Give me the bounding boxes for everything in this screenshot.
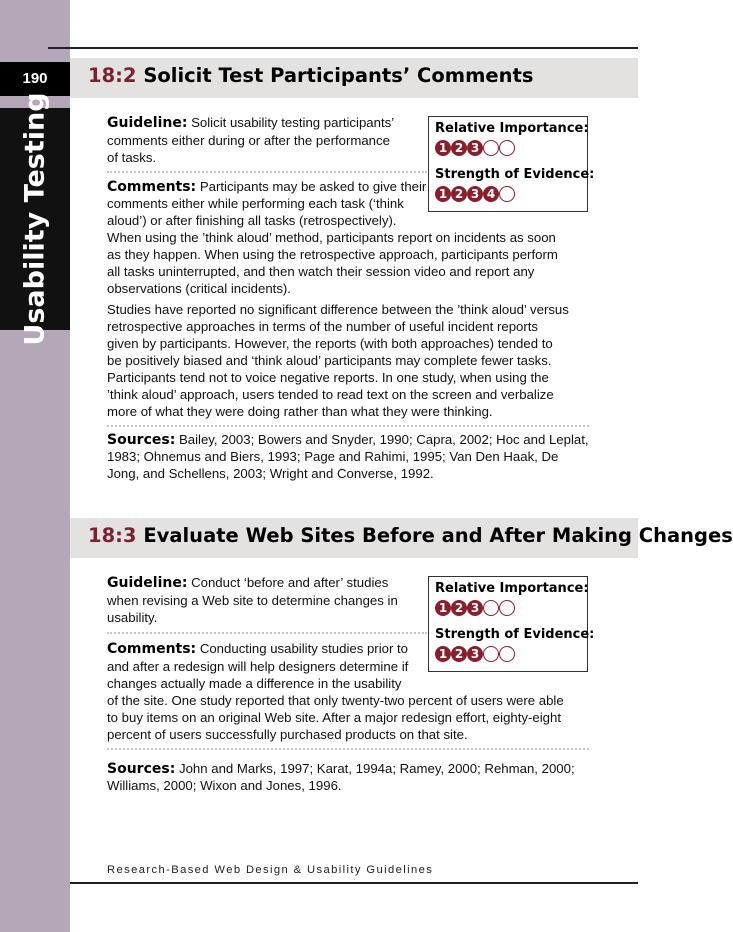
comments-line — [107, 640, 408, 658]
paragraph-line: ’think aloud’ approach, users tended to read text on the screen and verbalize — [107, 387, 554, 402]
section-title-text: Evaluate Web Sites Before and After Making Changes — [143, 524, 733, 547]
comments-line: and after a redesign will help designers determine if — [107, 659, 409, 674]
rating-filled-circle-icon: 3 — [467, 186, 483, 202]
sources-line — [107, 431, 589, 449]
section-title — [88, 64, 533, 87]
paragraph-line: retrospective approaches in terms of the number of useful incident reports — [107, 319, 539, 334]
paragraph-line: Studies have reported no significant difference between the ’think aloud’ versus — [107, 302, 569, 317]
strength-of-evidence-label: Strength of Evidence: — [435, 627, 595, 642]
section-number: 18:2 — [88, 64, 137, 87]
rating-filled-circle-icon: 3 — [467, 646, 483, 662]
relative-importance-label: Relative Importance: — [435, 581, 589, 596]
rating-empty-circle-icon — [483, 646, 499, 662]
sources-line: Jong, and Schellens, 2003; Wright and Converse, 1992. — [107, 466, 434, 481]
rating-box — [428, 576, 595, 672]
dotted-divider — [107, 425, 589, 427]
sources-line — [107, 760, 575, 778]
comments-label: Comments: — [107, 179, 197, 195]
section-title — [88, 524, 733, 547]
guideline-line: usability. — [107, 610, 158, 625]
comments-text: Participants may be asked to give their — [199, 179, 427, 194]
rating-filled-circle-icon: 1 — [435, 600, 451, 616]
dotted-divider — [107, 748, 589, 750]
page-number: 190 — [22, 70, 48, 87]
comments-line: aloud’) or after finishing all tasks (retrospectively). — [107, 213, 397, 228]
dotted-divider — [107, 632, 427, 634]
relative-importance-rating — [435, 140, 515, 158]
rating-empty-circle-icon — [483, 140, 499, 156]
comments-label: Comments: — [107, 641, 197, 657]
paragraph-line: Participants tend not to voice negative reports. In one study, when using the — [107, 370, 549, 385]
guideline-line — [107, 114, 394, 132]
rating-filled-circle-icon: 2 — [451, 140, 467, 156]
strength-of-evidence-rating — [435, 186, 515, 204]
comments-line: percent of users successfully purchased products on that site. — [107, 727, 468, 742]
guideline-label: Guideline: — [107, 575, 188, 591]
rating-empty-circle-icon — [499, 186, 515, 202]
guideline-line: of tasks. — [107, 150, 157, 165]
sources-label: Sources: — [107, 432, 176, 448]
guideline-text: Conduct ‘before and after’ studies — [191, 575, 389, 590]
sources-line: 1983; Ohnemus and Biers, 1993; Page and Rahimi, 1995; Van Den Haak, De — [107, 449, 559, 464]
rating-empty-circle-icon — [483, 600, 499, 616]
guideline-label: Guideline: — [107, 115, 188, 131]
rating-empty-circle-icon — [499, 140, 515, 156]
comments-line: When using the ’think aloud’ method, participants report on incidents as soon — [107, 230, 556, 245]
rating-empty-circle-icon — [499, 600, 515, 616]
rating-filled-circle-icon: 3 — [467, 140, 483, 156]
dotted-divider — [107, 171, 427, 173]
relative-importance-label: Relative Importance: — [435, 121, 589, 136]
comments-line: changes actually made a difference in the usability — [107, 676, 402, 691]
paragraph-line: be positively biased and ‘think aloud’ participants may complete fewer tasks. — [107, 353, 552, 368]
comments-line: of the site. One study reported that only twenty-two percent of users were able — [107, 693, 564, 708]
rating-empty-circle-icon — [499, 646, 515, 662]
comments-line: all tasks uninterrupted, and then watch their session video and report any — [107, 264, 535, 279]
rating-filled-circle-icon: 2 — [451, 646, 467, 662]
paragraph-line: given by participants. However, the reports (with both approaches) tended to — [107, 336, 553, 351]
top-rule — [48, 47, 638, 49]
rating-filled-circle-icon: 3 — [467, 600, 483, 616]
rating-filled-circle-icon: 2 — [451, 600, 467, 616]
bottom-rule — [70, 882, 638, 884]
side-tab-label: Usability Testing — [19, 92, 51, 346]
guideline-text: Solicit usability testing participants’ — [191, 115, 395, 130]
comments-line: observations (critical incidents). — [107, 281, 291, 296]
comments-line: comments either while performing each task (‘think — [107, 196, 404, 211]
paragraph-line: more of what they were doing rather than what they were thinking. — [107, 404, 493, 419]
guideline-line: when revising a Web site to determine changes in — [107, 593, 398, 608]
guideline-line — [107, 574, 388, 592]
rating-filled-circle-icon: 4 — [483, 186, 499, 202]
strength-of-evidence-rating — [435, 646, 515, 664]
guideline-line: comments either during or after the performance — [107, 133, 390, 148]
sources-label: Sources: — [107, 761, 176, 777]
rating-box — [428, 116, 595, 212]
rating-filled-circle-icon: 2 — [451, 186, 467, 202]
rating-filled-circle-icon: 1 — [435, 186, 451, 202]
relative-importance-rating — [435, 600, 515, 618]
comments-line: as they happen. When using the retrospective approach, participants perform — [107, 247, 558, 262]
strength-of-evidence-label: Strength of Evidence: — [435, 167, 595, 182]
section-number: 18:3 — [88, 524, 137, 547]
rating-filled-circle-icon: 1 — [435, 140, 451, 156]
section-title-text: Solicit Test Participants’ Comments — [143, 64, 534, 87]
sources-text: John and Marks, 1997; Karat, 1994a; Ramey, 2000; Rehman, 2000; — [178, 761, 575, 776]
rating-filled-circle-icon: 1 — [435, 646, 451, 662]
comments-line — [107, 178, 426, 196]
sources-text: Bailey, 2003; Bowers and Snyder, 1990; Capra, 2002; Hoc and Leplat, — [178, 432, 589, 447]
page-footer: Research-Based Web Design & Usability Guidelines — [107, 864, 434, 876]
comments-line: to buy items on an original Web site. After a major redesign effort, eighty-eight — [107, 710, 561, 725]
comments-text: Conducting usability studies prior to — [199, 641, 409, 656]
sources-line: Williams, 2000; Wixon and Jones, 1996. — [107, 778, 342, 793]
